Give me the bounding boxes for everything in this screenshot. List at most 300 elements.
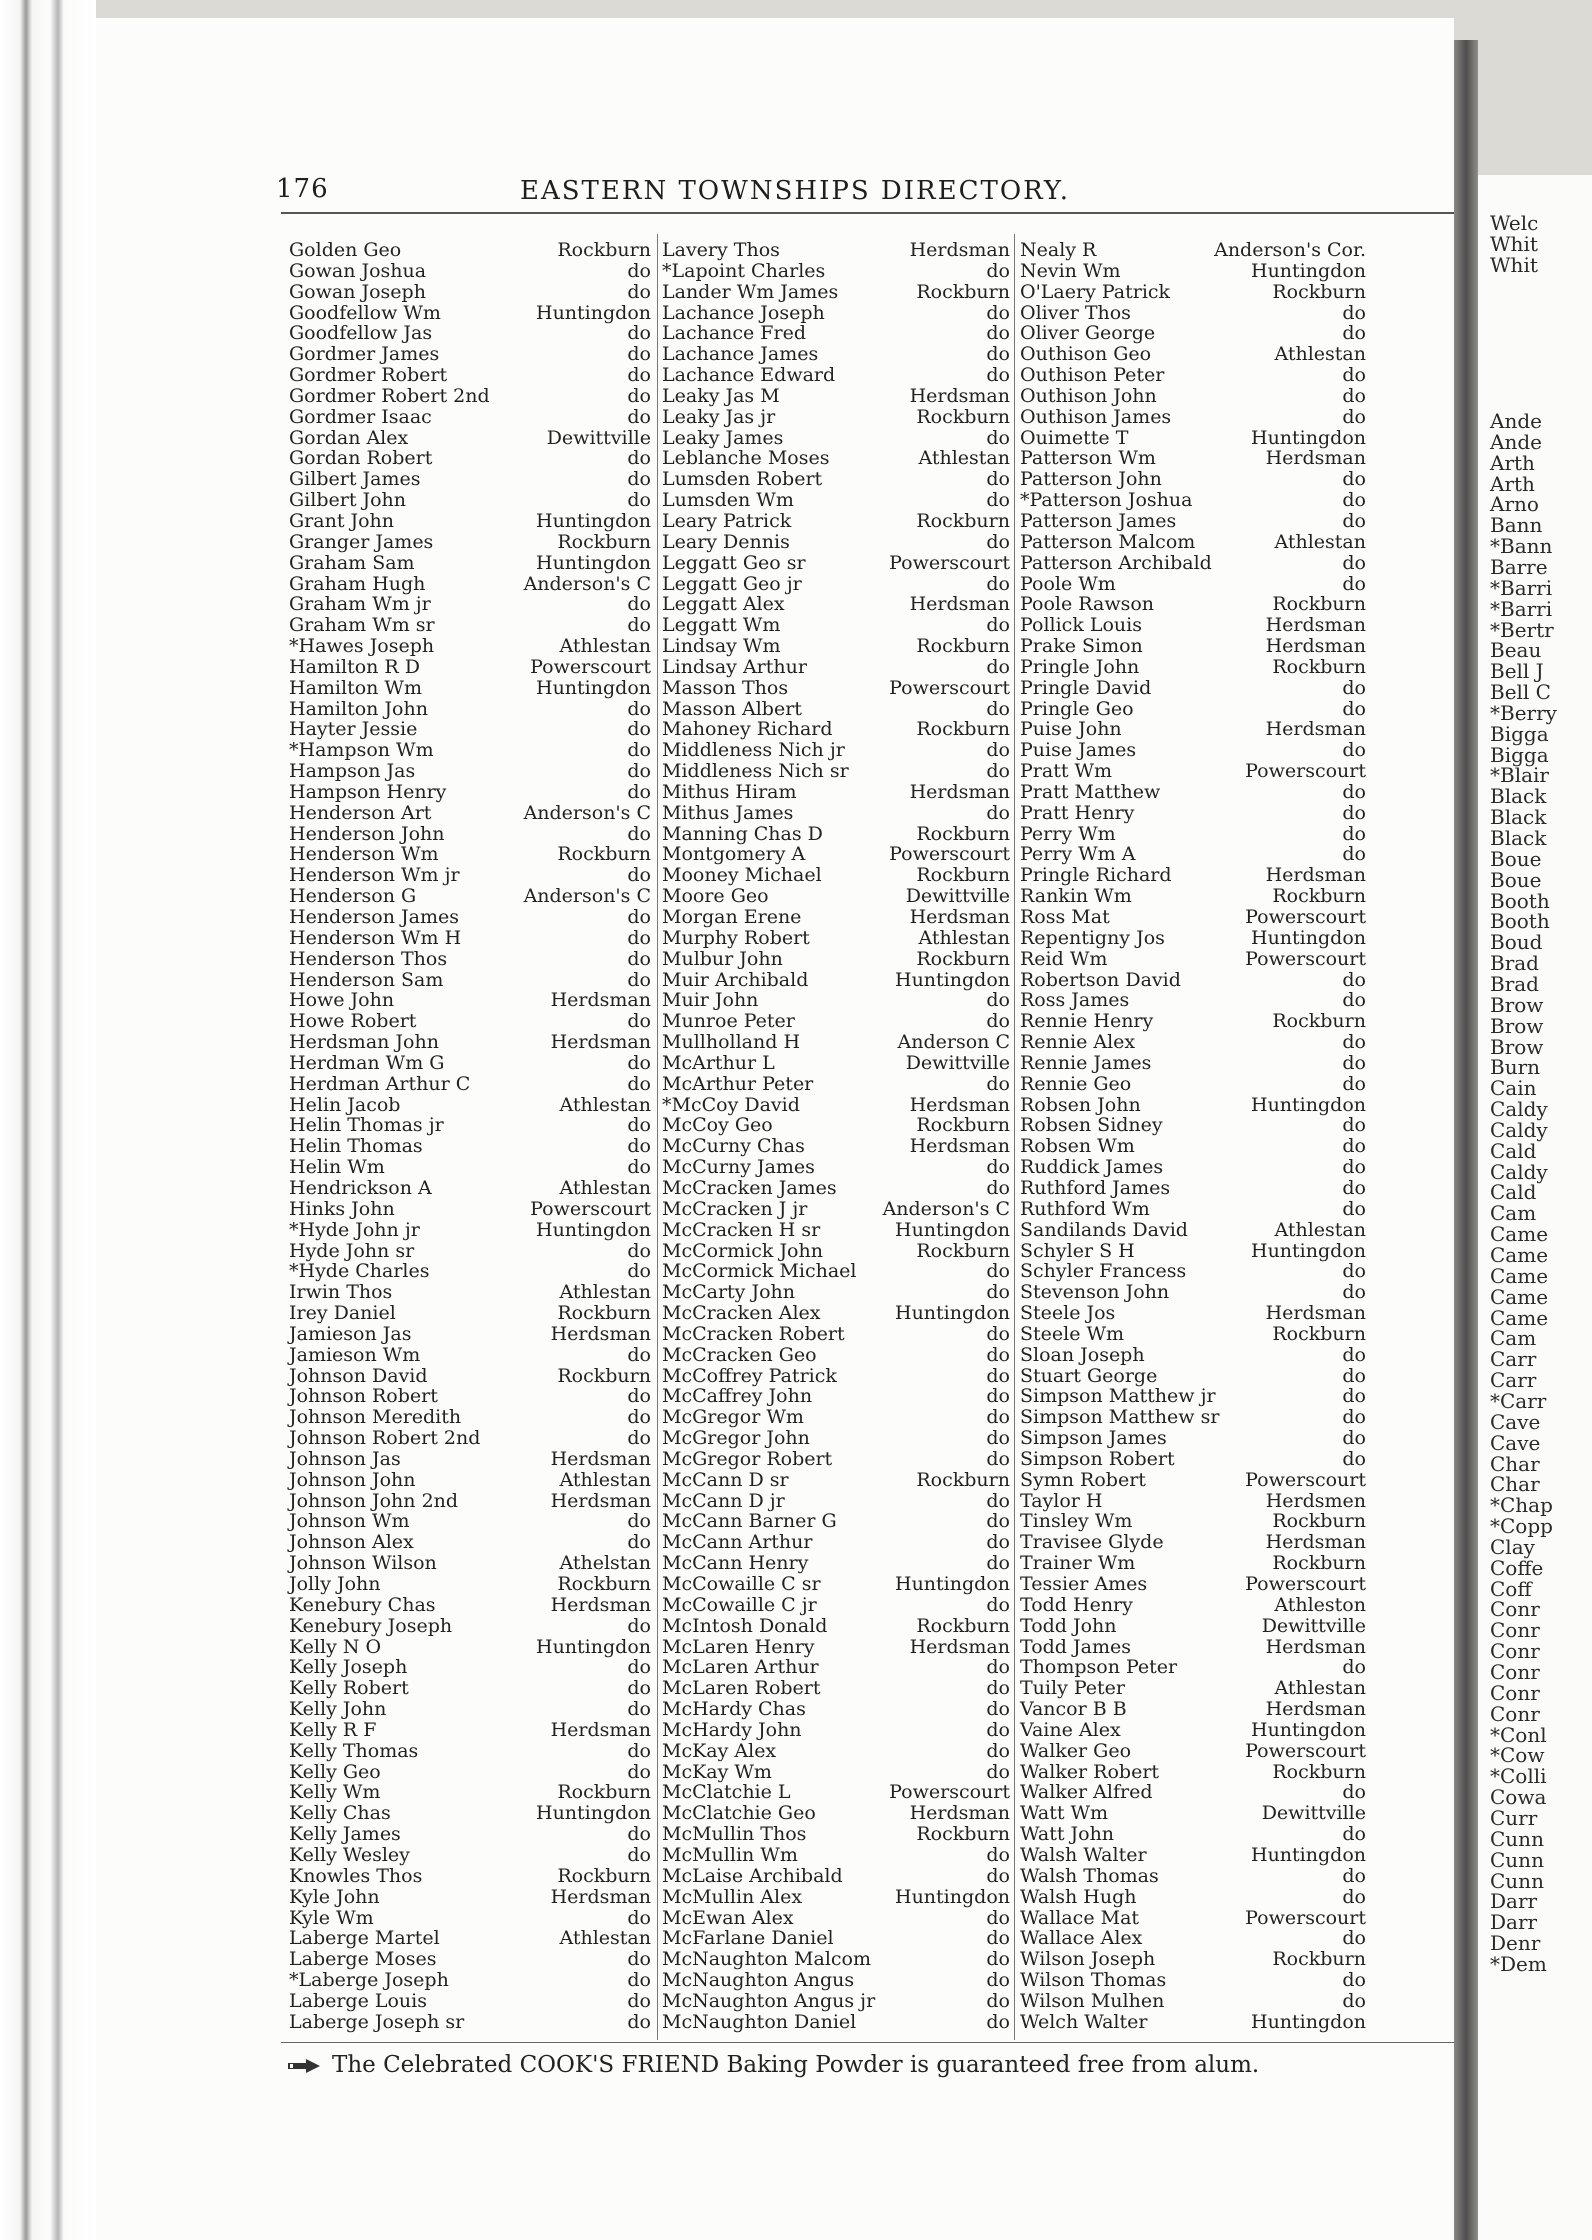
post-office: Athlestan <box>918 926 1010 949</box>
resident-name: Mullholland H <box>662 1031 801 1054</box>
directory-entry <box>1020 323 1366 344</box>
post-office: do <box>986 614 1010 637</box>
fragment-line: Bigga <box>1490 721 1549 746</box>
directory-entry <box>662 1928 1010 1949</box>
post-office: do <box>627 259 651 282</box>
directory-entry <box>1020 615 1366 636</box>
post-office: do <box>986 1760 1010 1783</box>
post-office: do <box>986 1718 1010 1741</box>
directory-entry <box>1020 1157 1366 1178</box>
directory-entry <box>289 1074 651 1095</box>
resident-name: Muir Archibald <box>662 968 809 991</box>
resident-name: McCurny Chas <box>662 1135 805 1158</box>
directory-entry <box>289 1345 651 1366</box>
post-office: Huntingdon <box>895 1573 1010 1595</box>
post-office: Huntingdon <box>1251 1093 1366 1116</box>
post-office: do <box>627 280 651 303</box>
directory-entry <box>1020 1803 1366 1824</box>
directory-entry <box>662 1741 1010 1762</box>
resident-name: Herdsman John <box>289 1031 439 1054</box>
resident-name: McMullin Wm <box>662 1843 798 1866</box>
resident-name: Gowan Joseph <box>289 280 426 303</box>
directory-entry <box>1020 907 1366 928</box>
post-office: do <box>986 2010 1010 2033</box>
directory-entry <box>1020 1470 1366 1491</box>
resident-name: McCoffrey Patrick <box>662 1364 837 1387</box>
fragment-line: Cave <box>1490 1430 1541 1455</box>
advertisement-footer <box>286 2052 1486 2088</box>
directory-entry <box>289 261 651 282</box>
resident-name: Johnson Jas <box>289 1447 401 1470</box>
post-office: Powerscourt <box>530 1197 651 1220</box>
directory-entry <box>662 678 1010 699</box>
directory-entry <box>289 803 651 824</box>
resident-name: Kyle John <box>289 1885 380 1908</box>
post-office: do <box>986 1510 1010 1533</box>
resident-name: McClatchie L <box>662 1781 791 1804</box>
resident-name: McIntosh Donald <box>662 1614 828 1637</box>
directory-entry <box>289 1303 651 1324</box>
directory-entry <box>1020 574 1366 595</box>
resident-name: Johnson Wm <box>289 1510 410 1533</box>
resident-name: McMullin Thos <box>662 1823 807 1846</box>
directory-entry <box>1020 1970 1366 1991</box>
resident-name: Johnson Robert 2nd <box>289 1427 481 1450</box>
directory-entry <box>289 1241 651 1262</box>
directory-entry <box>289 1532 651 1553</box>
directory-entry <box>1020 1220 1366 1241</box>
resident-name: *McCoy David <box>662 1093 800 1116</box>
resident-name: Kelly N O <box>289 1635 382 1658</box>
resident-name: Kelly Wesley <box>289 1843 410 1866</box>
post-office: do <box>627 405 651 428</box>
directory-entry <box>1020 1261 1366 1282</box>
post-office: do <box>627 1760 651 1783</box>
directory-entry <box>662 1866 1010 1887</box>
resident-name: Kenebury Chas <box>289 1593 436 1616</box>
directory-entry <box>662 615 1010 636</box>
post-office: do <box>986 760 1010 783</box>
post-office: Athlestan <box>559 1281 651 1304</box>
resident-name: McCracken James <box>662 1176 837 1199</box>
fragment-line: Black <box>1490 805 1547 830</box>
post-office: do <box>627 1156 651 1179</box>
directory-entry <box>289 1657 651 1678</box>
page-header <box>96 168 1454 208</box>
footer-text: The Celebrated COOK'S FRIEND Baking Powder is guaranteed free from alum. <box>332 2052 1260 2078</box>
directory-entry <box>289 1887 651 1908</box>
fragment-line: Bell J <box>1490 659 1544 684</box>
resident-name: Middleness Nich jr <box>662 739 845 762</box>
directory-entry <box>289 1866 651 1887</box>
fragment-line: Boue <box>1490 846 1542 871</box>
footer-rule <box>281 2042 1471 2043</box>
column-divider <box>657 234 658 2040</box>
resident-name: Lachance Joseph <box>662 301 825 324</box>
fragment-line: Cunn <box>1490 1868 1544 1893</box>
directory-entry <box>1020 1928 1366 1949</box>
post-office: Powerscourt <box>889 1781 1010 1804</box>
resident-name: Patterson James <box>1020 509 1177 532</box>
post-office: Powerscourt <box>1245 906 1366 928</box>
directory-entry <box>289 782 651 803</box>
resident-name: Henderson Thos <box>289 947 448 970</box>
directory-entry <box>662 1282 1010 1303</box>
resident-name: Lindsay Arthur <box>662 655 807 678</box>
post-office: do <box>986 1989 1010 2012</box>
directory-entry <box>1020 261 1366 282</box>
resident-name: Kyle Wm <box>289 1906 374 1929</box>
post-office: do <box>627 1656 651 1679</box>
fragment-line: *Chap <box>1490 1493 1553 1518</box>
resident-name: Knowles Thos <box>289 1864 423 1887</box>
post-office: Rockburn <box>557 1573 651 1595</box>
directory-entry <box>662 1449 1010 1470</box>
fragment-line: Arno <box>1490 492 1539 517</box>
post-office: do <box>1342 509 1366 532</box>
directory-entry <box>1020 990 1366 1011</box>
resident-name: Patterson Malcom <box>1020 530 1196 553</box>
post-office: Anderson's C <box>523 885 651 908</box>
post-office: Rockburn <box>557 530 651 553</box>
post-office: do <box>627 1343 651 1366</box>
fragment-line: Booth <box>1490 888 1550 913</box>
directory-entry <box>1020 844 1366 865</box>
resident-name: Leary Patrick <box>662 509 792 532</box>
post-office: do <box>1342 1364 1366 1387</box>
resident-name: Tessier Ames <box>1020 1573 1148 1595</box>
fragment-line: Boud <box>1490 930 1543 955</box>
resident-name: Gordmer James <box>289 343 440 366</box>
resident-name: McCowaille C sr <box>662 1573 821 1595</box>
post-office: do <box>1342 1051 1366 1074</box>
resident-name: Robsen John <box>1020 1093 1141 1116</box>
resident-name: Masson Thos <box>662 676 789 699</box>
directory-entry <box>289 1741 651 1762</box>
directory-entry <box>662 761 1010 782</box>
resident-name: Henderson John <box>289 822 445 845</box>
directory-entry <box>662 1803 1010 1824</box>
resident-name: Lavery Thos <box>662 239 780 261</box>
directory-entry <box>289 657 651 678</box>
resident-name: Leaky Jas jr <box>662 405 776 428</box>
resident-name: Reid Wm <box>1020 947 1108 970</box>
post-office: Herdsman <box>1265 1635 1366 1658</box>
resident-name: McArthur L <box>662 1051 775 1074</box>
post-office: Huntingdon <box>1251 1239 1366 1262</box>
resident-name: *Lapoint Charles <box>662 259 826 282</box>
post-office: do <box>986 364 1010 387</box>
post-office: Herdsman <box>909 593 1010 616</box>
post-office: do <box>986 1364 1010 1387</box>
post-office: do <box>627 1948 651 1971</box>
resident-name: Rankin Wm <box>1020 885 1132 908</box>
resident-name: Trainer Wm <box>1020 1552 1136 1575</box>
post-office: Herdsman <box>909 1135 1010 1158</box>
post-office: Rockburn <box>1272 1510 1366 1533</box>
directory-entry <box>289 1637 651 1658</box>
directory-entry <box>289 1762 651 1783</box>
post-office: do <box>1342 489 1366 512</box>
directory-entry <box>1020 1136 1366 1157</box>
directory-entry <box>1020 1949 1366 1970</box>
resident-name: Gordan Alex <box>289 426 409 449</box>
post-office: Rockburn <box>557 1302 651 1325</box>
directory-entry <box>1020 1366 1366 1387</box>
directory-entry <box>1020 1845 1366 1866</box>
resident-name: Kenebury Joseph <box>289 1614 453 1637</box>
resident-name: Todd Henry <box>1020 1593 1133 1616</box>
directory-entry <box>1020 1011 1366 1032</box>
resident-name: Outhison John <box>1020 384 1157 407</box>
resident-name: McCann D sr <box>662 1468 789 1491</box>
resident-name: *Hampson Wm <box>289 739 434 762</box>
post-office: do <box>627 1739 651 1762</box>
directory-entry <box>662 323 1010 344</box>
directory-entry <box>1020 1991 1366 2012</box>
directory-entry <box>289 240 651 261</box>
resident-name: Simpson Matthew sr <box>1020 1406 1220 1429</box>
resident-name: Herdman Wm G <box>289 1051 445 1074</box>
resident-name: Walsh Walter <box>1020 1843 1147 1866</box>
resident-name: Henderson Wm H <box>289 926 462 949</box>
post-office: Rockburn <box>916 280 1010 303</box>
resident-name: Leblanche Moses <box>662 447 830 470</box>
resident-name: Laberge Louis <box>289 1989 428 2012</box>
fragment-line: Bann <box>1490 513 1543 538</box>
resident-name: Ross James <box>1020 989 1130 1012</box>
directory-entry <box>289 678 651 699</box>
resident-name: Gilbert John <box>289 489 407 512</box>
directory-column-1 <box>289 240 651 2033</box>
resident-name: Henderson G <box>289 885 417 908</box>
fragment-line: Caldy <box>1490 1117 1548 1142</box>
post-office: Athlestan <box>559 1093 651 1116</box>
post-office: Powerscourt <box>889 551 1010 574</box>
post-office: Herdsman <box>1265 718 1366 741</box>
resident-name: Pratt Henry <box>1020 801 1135 824</box>
resident-name: Kelly Chas <box>289 1802 391 1825</box>
directory-entry <box>289 2012 651 2033</box>
resident-name: McArthur Peter <box>662 1072 814 1095</box>
directory-entry <box>662 553 1010 574</box>
resident-name: Puise John <box>1020 718 1122 741</box>
fragment-line: Ande <box>1490 409 1542 433</box>
resident-name: McKay Wm <box>662 1760 772 1783</box>
directory-entry <box>662 1345 1010 1366</box>
post-office: do <box>1342 1656 1366 1679</box>
fragment-line: Carr <box>1490 1347 1537 1372</box>
directory-entry <box>1020 1345 1366 1366</box>
post-office: do <box>986 1406 1010 1429</box>
resident-name: McGregor John <box>662 1427 810 1450</box>
post-office: do <box>1342 1427 1366 1450</box>
directory-entry <box>289 1991 651 2012</box>
directory-entry <box>662 1178 1010 1199</box>
fragment-line: *Bann <box>1490 534 1553 559</box>
resident-name: Lachance James <box>662 343 819 366</box>
directory-entry <box>1020 1053 1366 1074</box>
post-office: Herdsman <box>909 780 1010 803</box>
post-office: do <box>986 989 1010 1012</box>
resident-name: *Hyde Charles <box>289 1260 430 1283</box>
post-office: Rockburn <box>1272 593 1366 616</box>
post-office: do <box>986 1927 1010 1950</box>
fragment-line: Carr <box>1490 1368 1537 1393</box>
directory-entry <box>1020 469 1366 490</box>
directory-entry <box>662 657 1010 678</box>
post-office: do <box>1342 1072 1366 1095</box>
post-office: Powerscourt <box>530 655 651 678</box>
resident-name: Laberge Moses <box>289 1948 437 1971</box>
directory-entry <box>662 1720 1010 1741</box>
post-office: Huntingdon <box>536 551 651 574</box>
post-office: Athlestan <box>559 1468 651 1491</box>
directory-entry <box>662 344 1010 365</box>
resident-name: Hampson Henry <box>289 780 447 803</box>
directory-entry <box>289 719 651 740</box>
post-office: do <box>627 906 651 928</box>
resident-name: Walsh Hugh <box>1020 1885 1137 1908</box>
directory-entry <box>662 1428 1010 1449</box>
fragment-line: *Berry <box>1490 700 1557 725</box>
resident-name: Wilson Thomas <box>1020 1969 1167 1992</box>
directory-entry <box>1020 1824 1366 1845</box>
directory-entry <box>662 990 1010 1011</box>
directory-entry <box>289 1616 651 1637</box>
resident-name: Hamilton Wm <box>289 676 422 699</box>
fragment-line: *Blair <box>1490 763 1549 788</box>
resident-name: Goodfellow Wm <box>289 301 441 324</box>
directory-entry <box>289 949 651 970</box>
directory-entry <box>1020 532 1366 553</box>
directory-entry <box>1020 1782 1366 1803</box>
post-office: do <box>986 1447 1010 1470</box>
resident-name: McCann Barner G <box>662 1510 837 1533</box>
directory-entry <box>289 428 651 449</box>
directory-entry <box>289 1928 651 1949</box>
directory-entry <box>1020 1637 1366 1658</box>
resident-name: Walsh Thomas <box>1020 1864 1159 1887</box>
directory-entry <box>662 261 1010 282</box>
resident-name: Pratt Wm <box>1020 760 1113 783</box>
post-office: Herdsman <box>1265 1302 1366 1325</box>
pointing-hand-icon <box>286 2057 322 2075</box>
directory-entry <box>662 1261 1010 1282</box>
resident-name: Ouimette T <box>1020 426 1129 449</box>
column-divider <box>1014 234 1015 2040</box>
post-office: Rockburn <box>916 1823 1010 1846</box>
post-office: do <box>986 1343 1010 1366</box>
directory-entry <box>662 1949 1010 1970</box>
resident-name: Montgomery A <box>662 843 806 866</box>
fragment-line: Cald <box>1490 1180 1537 1205</box>
fragment-line: *Barri <box>1490 575 1553 600</box>
post-office: Athlestan <box>559 635 651 658</box>
post-office: Huntingdon <box>1251 2010 1366 2033</box>
resident-name: McCaffrey John <box>662 1385 813 1408</box>
directory-entry <box>289 761 651 782</box>
resident-name: Henderson Sam <box>289 968 444 991</box>
directory-entry <box>1020 428 1366 449</box>
directory-entry <box>1020 1532 1366 1553</box>
post-office: Herdsman <box>909 1093 1010 1116</box>
fragment-line: Brow <box>1490 1034 1544 1059</box>
resident-name: Jamieson Jas <box>289 1322 412 1345</box>
resident-name: Grant John <box>289 509 395 532</box>
resident-name: Herdman Arthur C <box>289 1072 471 1095</box>
post-office: do <box>1342 739 1366 762</box>
resident-name: McLaren Robert <box>662 1677 821 1700</box>
post-office: Herdsman <box>909 1802 1010 1825</box>
directory-entry <box>1020 386 1366 407</box>
resident-name: Muir John <box>662 989 759 1012</box>
directory-entry <box>662 1595 1010 1616</box>
directory-entry <box>289 740 651 761</box>
post-office: Anderson's C <box>523 572 651 595</box>
resident-name: Ruthford Wm <box>1020 1197 1150 1220</box>
directory-entry <box>1020 511 1366 532</box>
post-office: Rockburn <box>916 635 1010 658</box>
directory-entry <box>289 907 651 928</box>
resident-name: Outhison James <box>1020 405 1172 428</box>
resident-name: Stuart George <box>1020 1364 1158 1387</box>
post-office: do <box>627 1823 651 1846</box>
directory-entry <box>662 1991 1010 2012</box>
resident-name: Kelly John <box>289 1698 387 1721</box>
directory-entry <box>662 282 1010 303</box>
resident-name: McCracken J jr <box>662 1197 808 1220</box>
fragment-line: Brow <box>1490 1013 1544 1038</box>
post-office: do <box>986 1176 1010 1199</box>
resident-name: Rennie Alex <box>1020 1031 1136 1054</box>
resident-name: Kelly Robert <box>289 1677 409 1700</box>
resident-name: Travisee Glyde <box>1020 1531 1164 1554</box>
resident-name: Watt John <box>1020 1823 1115 1846</box>
post-office: Rockburn <box>916 718 1010 741</box>
resident-name: Lachance Edward <box>662 364 836 387</box>
fragment-line: Booth <box>1490 909 1550 934</box>
directory-entry <box>662 469 1010 490</box>
fragment-line: Bigga <box>1490 742 1549 767</box>
resident-name: Outhison Geo <box>1020 343 1152 366</box>
directory-entry <box>1020 1574 1366 1595</box>
fragment-line: Conr <box>1490 1597 1540 1622</box>
directory-entry <box>1020 344 1366 365</box>
post-office: do <box>986 1260 1010 1283</box>
post-office: Herdsman <box>909 1635 1010 1658</box>
directory-entry <box>1020 928 1366 949</box>
post-office: do <box>627 864 651 887</box>
post-office: Anderson's Cor. <box>1214 239 1366 261</box>
post-office: Rockburn <box>1272 280 1366 303</box>
directory-entry <box>1020 865 1366 886</box>
directory-entry <box>289 615 651 636</box>
resident-name: Simpson Robert <box>1020 1447 1175 1470</box>
fragment-line: Curr <box>1490 1805 1538 1830</box>
directory-entry <box>662 490 1010 511</box>
resident-name: Johnson John <box>289 1468 416 1491</box>
resident-name: Masson Albert <box>662 697 802 720</box>
fragment-line: Cave <box>1490 1409 1541 1434</box>
post-office: do <box>986 530 1010 553</box>
post-office: Herdsman <box>550 989 651 1012</box>
fragment-line: Ande <box>1490 429 1542 454</box>
post-office: do <box>1342 1281 1366 1304</box>
directory-entry <box>289 865 651 886</box>
fragment-line: Bell C <box>1490 680 1551 705</box>
post-office: Rockburn <box>1272 1010 1366 1033</box>
